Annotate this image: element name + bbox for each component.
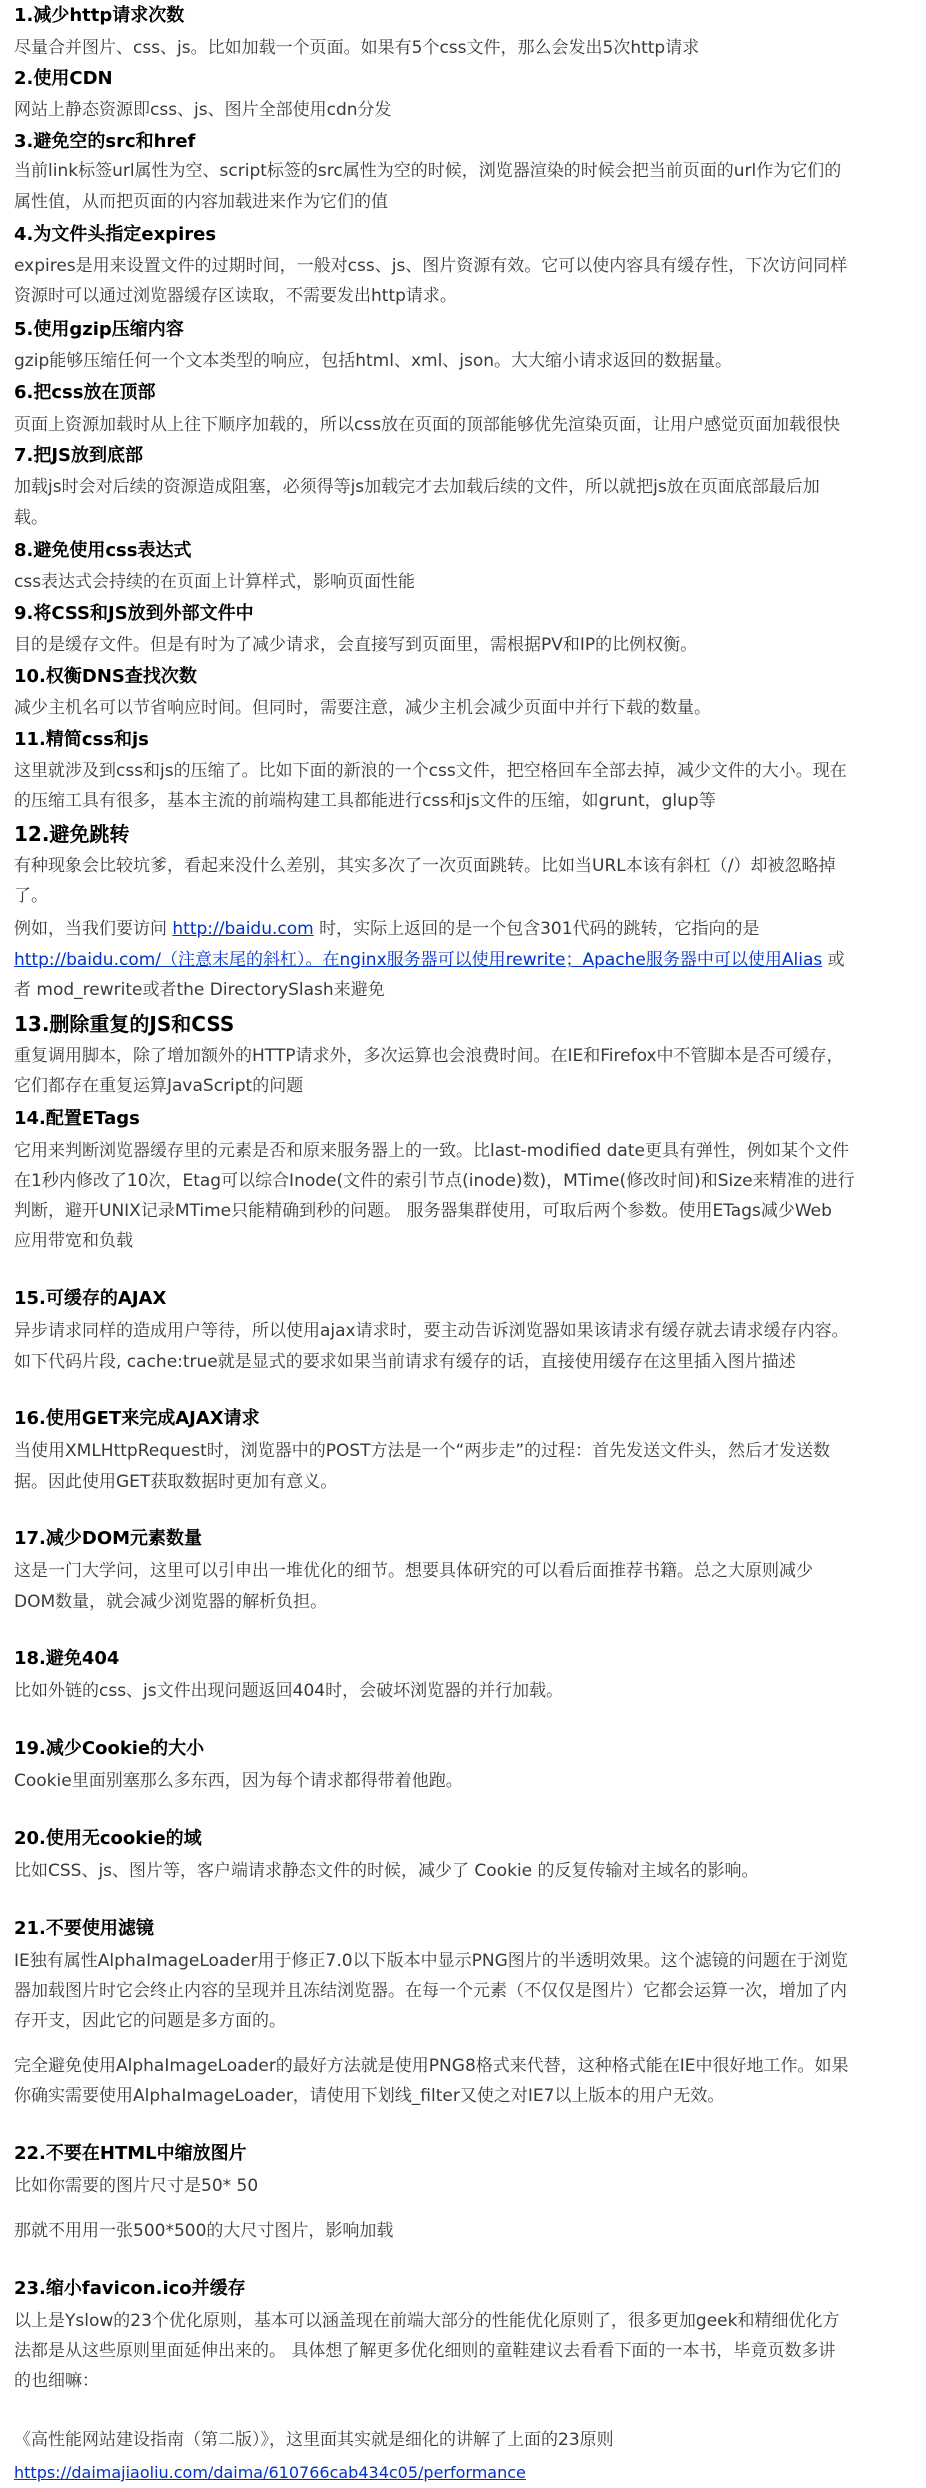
paragraph-line: 以上是Yslow的23个优化原则，基本可以涵盖现在前端大部分的性能优化原则了，很多更加geek和精细优化方 (14, 2311, 840, 2331)
section-title: 18.避免404 (14, 1648, 120, 1669)
paragraph-line: 应用带宽和负载 (14, 1231, 133, 1251)
section-title: 23.缩小favicon.ico并缓存 (14, 2278, 246, 2299)
section-title: 9.将CSS和JS放到外部文件中 (14, 603, 254, 624)
text-run: 或 (822, 950, 845, 970)
section-title: 22.不要在HTML中缩放图片 (14, 2143, 247, 2164)
paragraph-line: 重复调用脚本，除了增加额外的HTTP请求外，多次运算也会浪费时间。在IE和Firefox中不管脚本是否可缓存， (14, 1046, 844, 1066)
paragraph-line: 完全避免使用AlphaImageLoader的最好方法就是使用PNG8格式来代替，这种格式能在IE中很好地工作。如果 (14, 2056, 849, 2076)
section-title: 6.把css放在顶部 (14, 382, 156, 403)
paragraph-line: 判断，避开UNIX记录MTime只能精确到秒的问题。 服务器集群使用，可取后两个参数。使用ETags减少Web (14, 1201, 832, 1221)
paragraph-line: gzip能够压缩任何一个文本类型的响应，包括html、xml、json。大大缩小请求返回的数据量。 (14, 351, 733, 371)
paragraph-line: 加载js时会对后续的资源造成阻塞，必须得等js加载完才去加载后续的文件，所以就把js放在页面底部最后加 (14, 477, 820, 497)
paragraph-line: 这里就涉及到css和js的压缩了。比如下面的新浪的一个css文件，把空格回车全部去掉，减少文件的大小。现在 (14, 761, 847, 781)
paragraph-line: 属性值，从而把页面的内容加载进来作为它们的值 (14, 192, 388, 212)
section-title: 5.使用gzip压缩内容 (14, 319, 184, 340)
paragraph-line: 比如你需要的图片尺寸是50* 50 (14, 2176, 259, 2196)
section-title: 17.减少DOM元素数量 (14, 1528, 203, 1549)
paragraph-line: 当使用XMLHttpRequest时，浏览器中的POST方法是一个“两步走”的过程：首先发送文件头，然后才发送数 (14, 1441, 831, 1461)
section-title: 15.可缓存的AJAX (14, 1288, 167, 1309)
paragraph-line: 的也细嘛： (14, 2371, 99, 2391)
section-title: 16.使用GET来完成AJAX请求 (14, 1408, 260, 1429)
paragraph-line: 它们都存在重复运算JavaScript的问题 (14, 1076, 304, 1096)
paragraph-line: 有种现象会比较坑爹，看起来没什么差别，其实多次了一次页面跳转。比如当URL本该有斜杠（/）却被忽略掉 (14, 856, 836, 876)
section-title: 12.避免跳转 (14, 822, 130, 846)
paragraph-line: 比如CSS、js、图片等，客户端请求静态文件的时候，减少了 Cookie 的反复传输对主域名的影响。 (14, 1861, 759, 1881)
paragraph-line: Cookie里面别塞那么多东西，因为每个请求都得带着他跑。 (14, 1771, 463, 1791)
paragraph-line: 减少主机名可以节省响应时间。但同时，需要注意，减少主机会减少页面中并行下载的数量。 (14, 698, 711, 718)
section-title: 3.避免空的src和href (14, 131, 196, 152)
paragraph-line: 在1秒内修改了10次，Etag可以综合Inode(文件的索引节点(inode)数)，MTime(修改时间)和Size来精准的进行 (14, 1171, 855, 1191)
source-link[interactable]: https://daimajiaoliu.com/daima/610766cab434c05/performance (14, 2463, 526, 2482)
paragraph-line: 存开支，因此它的问题是多方面的。 (14, 2011, 286, 2031)
baidu-link[interactable]: http://baidu.com (172, 919, 314, 939)
paragraph-line: 据。因此使用GET获取数据时更加有意义。 (14, 1472, 338, 1492)
paragraph-line: 比如外链的css、js文件出现问题返回404时，会破坏浏览器的并行加载。 (14, 1681, 564, 1701)
section-title: 1.减少http请求次数 (14, 5, 185, 26)
section-title: 4.为文件头指定expires (14, 224, 217, 245)
section-title: 8.避免使用css表达式 (14, 540, 192, 561)
paragraph-line: 你确实需要使用AlphaImageLoader，请使用下划线_filter又使之对IE7以上版本的用户无效。 (14, 2086, 725, 2106)
paragraph-line: 了。 (14, 886, 48, 906)
paragraph-line: 载。 (14, 508, 48, 528)
paragraph-line: 异步请求同样的造成用户等待，所以使用ajax请求时，要主动告诉浏览器如果该请求有缓存就去请求缓存内容。 (14, 1321, 849, 1341)
paragraph-line: 网站上静态资源即css、js、图片全部使用cdn分发 (14, 100, 392, 120)
paragraph-line: 如下代码片段, cache:true就是显式的要求如果当前请求有缓存的话，直接使用缓存在这里插入图片描述 (14, 1352, 796, 1372)
paragraph-line (14, 914, 760, 944)
baidu-slash-link[interactable]: http://baidu.com/（注意末尾的斜杠）。在nginx服务器可以使用rewrite；Apache服务器中可以使用Alias (14, 950, 823, 970)
paragraph-line: 目的是缓存文件。但是有时为了减少请求，会直接写到页面里，需根据PV和IP的比例权衡。 (14, 635, 698, 655)
section-title: 2.使用CDN (14, 68, 113, 89)
section-title: 13.删除重复的JS和CSS (14, 1012, 235, 1036)
paragraph-line: 这是一门大学问，这里可以引申出一堆优化的细节。想要具体研究的可以看后面推荐书籍。总之大原则减少 (14, 1561, 813, 1581)
text-run: 例如，当我们要访问 (14, 919, 173, 939)
section-title: 21.不要使用滤镜 (14, 1918, 154, 1939)
paragraph-line: 《高性能网站建设指南（第二版）》，这里面其实就是细化的讲解了上面的23原则 (14, 2430, 614, 2450)
paragraph-line: 器加载图片时它会终止内容的呈现并且冻结浏览器。在每一个元素（不仅仅是图片）它都会运算一次，增加了内 (14, 1981, 847, 2001)
section-title: 19.减少Cookie的大小 (14, 1738, 205, 1759)
paragraph-line: DOM数量，就会减少浏览器的解析负担。 (14, 1592, 328, 1612)
paragraph-line: 法都是从这些原则里面延伸出来的。 具体想了解更多优化细则的童鞋建议去看看下面的一本书，毕竟页数多讲 (14, 2341, 836, 2361)
paragraph-line (14, 945, 845, 975)
paragraph-line: 那就不用用一张500*500的大尺寸图片，影响加载 (14, 2221, 394, 2241)
text-run: 时，实际上返回的是一个包含301代码的跳转，它指向的是 (313, 919, 760, 939)
section-title: 7.把JS放到底部 (14, 445, 144, 466)
source-line (14, 2461, 526, 2485)
section-title: 10.权衡DNS查找次数 (14, 666, 197, 687)
paragraph-line: expires是用来设置文件的过期时间，一般对css、js、图片资源有效。它可以使内容具有缓存性，下次访问同样 (14, 256, 848, 276)
section-title: 11.精简css和js (14, 729, 149, 750)
section-title: 20.使用无cookie的域 (14, 1828, 202, 1849)
section-title: 14.配置ETags (14, 1108, 140, 1129)
paragraph-line: 者 mod_rewrite或者the DirectorySlash来避免 (14, 980, 385, 1000)
paragraph-line: 的压缩工具有很多，基本主流的前端构建工具都能进行css和js文件的压缩，如grunt，glup等 (14, 791, 716, 811)
paragraph-line: 当前link标签url属性为空、script标签的src属性为空的时候，浏览器渲染的时候会把当前页面的url作为它们的 (14, 161, 842, 181)
paragraph-line: 它用来判断浏览器缓存里的元素是否和原来服务器上的一致。比last-modified date更具有弹性，例如某个文件 (14, 1141, 849, 1161)
paragraph-line: 页面上资源加载时从上往下顺序加载的，所以css放在页面的顶部能够优先渲染页面，让用户感觉页面加载很快 (14, 415, 841, 435)
paragraph-line: 资源时可以通过浏览器缓存区读取，不需要发出http请求。 (14, 286, 457, 306)
paragraph-line: IE独有属性AlphaImageLoader用于修正7.0以下版本中显示PNG图片的半透明效果。这个滤镜的问题在于浏览 (14, 1951, 848, 1971)
paragraph-line: css表达式会持续的在页面上计算样式，影响页面性能 (14, 572, 416, 592)
paragraph-line: 尽量合并图片、css、js。比如加载一个页面。如果有5个css文件，那么会发出5次http请求 (14, 38, 700, 58)
